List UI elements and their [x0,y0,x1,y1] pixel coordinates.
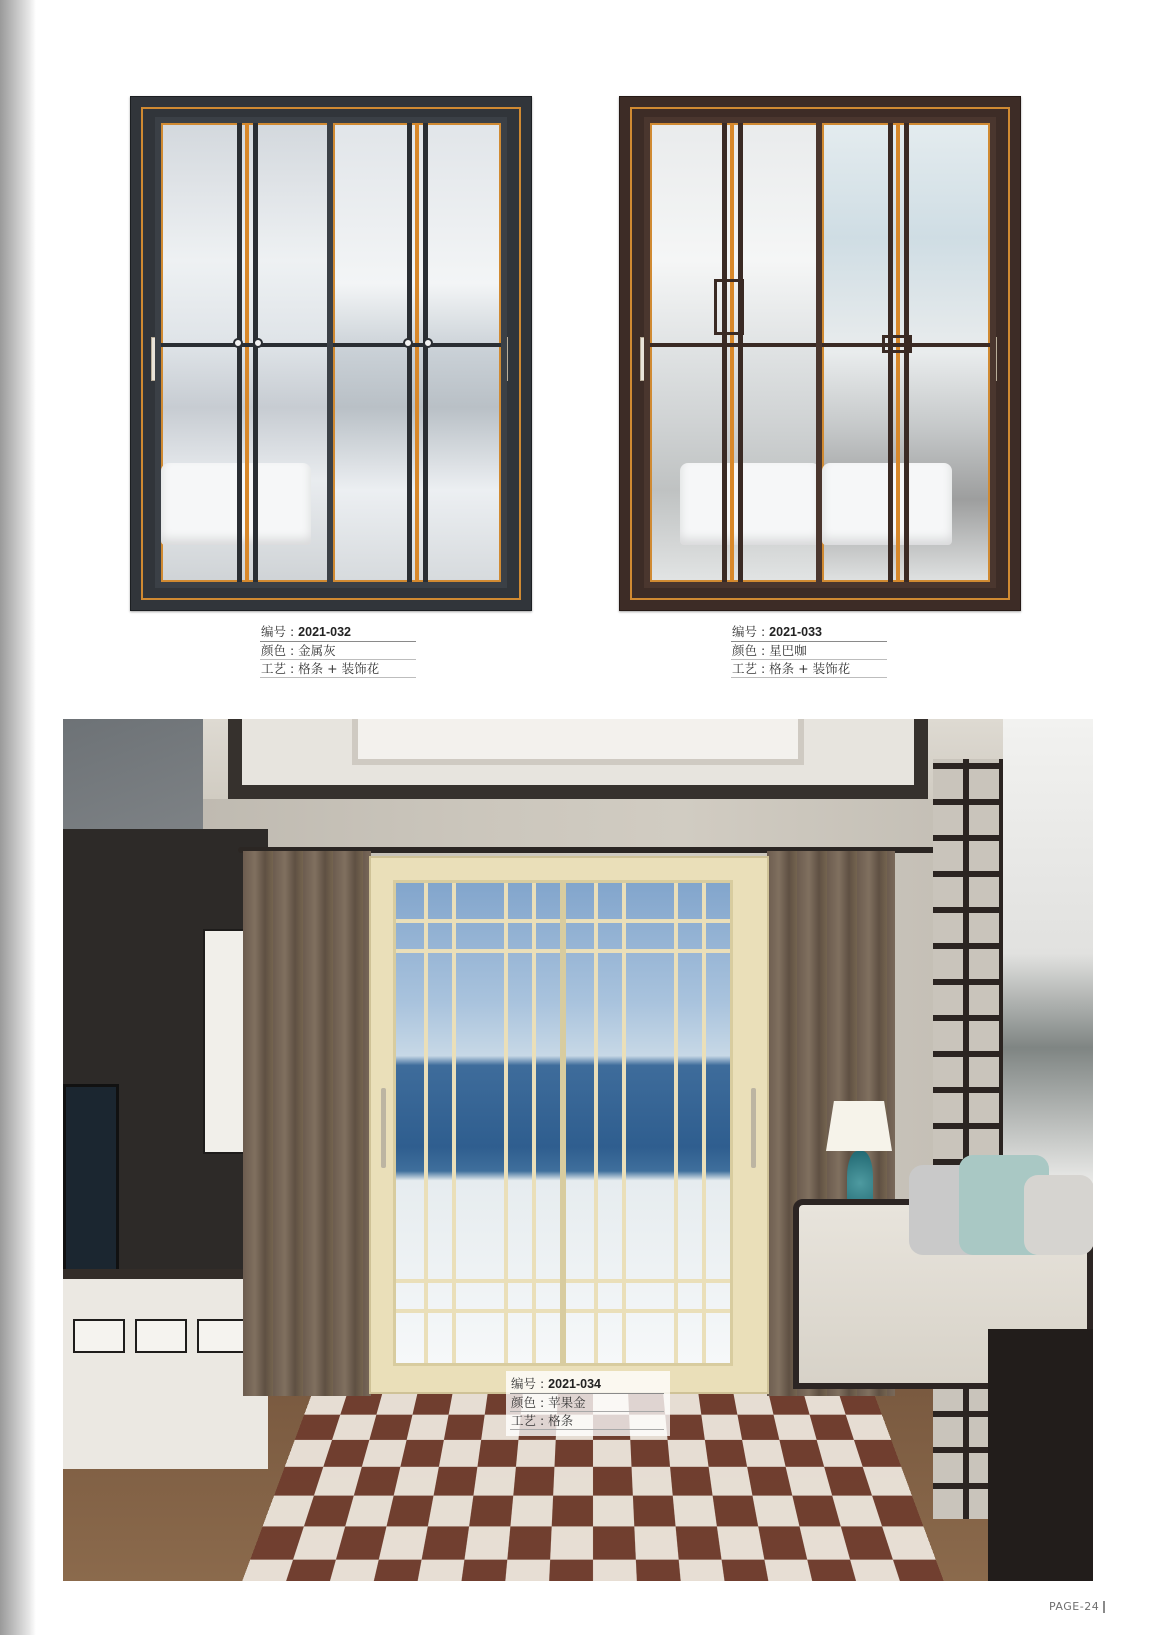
grille-bar [396,949,560,953]
spec-code-value: 2021-033 [769,625,822,639]
sofa-reflection [161,463,311,546]
grille-bar [566,1279,730,1283]
spec-color-label: 颜色 : [511,1395,549,1410]
door-handle [751,1088,756,1168]
grille-bar-orange [415,123,419,582]
curtain-left [243,851,371,1396]
spec-craft-row [731,660,887,678]
spec-code-row [731,623,887,642]
grille-bar [423,123,428,582]
grille-bar [594,883,598,1363]
grille-bar-orange [730,123,734,582]
spec-color-label: 颜色 : [732,643,770,658]
spec-color-label: 颜色 : [261,643,299,658]
spec-code-label: 编号 : [511,1376,549,1391]
glass-pane-right [563,880,733,1366]
spec-color-row [260,642,416,660]
spec-craft-value: 格条 [548,1413,574,1428]
spec-color-value: 苹果金 [548,1395,586,1410]
grille-bar [504,883,508,1363]
page-number-divider [1103,1601,1105,1613]
tv-console [63,1269,268,1469]
drawer [197,1319,249,1353]
glass-pane-right [327,117,507,588]
spec-craft-label: 工艺 : [511,1413,549,1428]
product-spec-2021-034 [506,1371,670,1436]
glass-pane-left [644,117,826,588]
grille-bar [237,123,242,582]
grille-bar [738,123,743,582]
sofa-reflection [680,463,820,546]
television [63,1084,119,1280]
decorative-ornament [714,279,744,335]
grille-bar [532,883,536,1363]
spec-color-value: 金属灰 [298,643,336,658]
sofa-reflection [822,463,952,546]
grille-bar-orange [245,123,249,582]
product-spec-2021-033 [731,623,887,678]
glass-pane-left [393,880,563,1366]
grille-bar [566,919,730,923]
spec-code-row [510,1375,664,1394]
decorative-ornament [882,335,912,353]
product-spec-2021-032 [260,623,416,678]
spec-craft-row [260,660,416,678]
spec-code-label: 编号 : [261,624,299,639]
ceiling-recess [352,719,804,765]
glass-pane-left [155,117,337,588]
grille-bar [407,123,412,582]
spec-code-value: 2021-034 [548,1377,601,1391]
grille-bar [452,883,456,1363]
spec-craft-value: 格条 + 装饰花 [769,661,851,676]
spec-craft-value: 格条 + 装饰花 [298,661,380,676]
room-scene-photo [63,719,1093,1581]
spec-color-row [731,642,887,660]
grille-bar [333,343,501,347]
spec-color-value: 星巴咖 [769,643,807,658]
drawer [135,1319,187,1353]
grille-bar [424,883,428,1363]
grille-bar [566,1309,730,1313]
side-table [988,1329,1093,1581]
grille-bar [722,123,727,582]
page-binding-shadow [0,0,36,1635]
ceiling-trim [228,719,928,799]
grille-bar [622,883,626,1363]
spec-craft-row [510,1412,664,1430]
spec-color-row [510,1394,664,1412]
grille-bar [253,123,258,582]
grille-bar [396,1279,560,1283]
grille-bar [161,343,331,347]
spec-craft-label: 工艺 : [732,661,770,676]
grille-bar [566,949,730,953]
door-handle [381,1088,386,1168]
grille-bar [396,919,560,923]
landscape-painting [1003,719,1093,1189]
door-image-2021-032 [130,96,532,611]
drawer [73,1319,125,1353]
grille-bar [650,343,820,347]
spec-code-label: 编号 : [732,624,770,639]
glass-pane-right [816,117,996,588]
grille-bar [396,1309,560,1313]
page-number-text: PAGE-24 [1049,1600,1100,1613]
grille-bar [702,883,706,1363]
page-number [1049,1600,1105,1613]
door-image-2021-033 [619,96,1021,611]
door-image-2021-034 [369,856,769,1394]
lamp-shade [826,1101,892,1151]
spec-code-value: 2021-032 [298,625,351,639]
grille-bar [674,883,678,1363]
spec-code-row [260,623,416,642]
pillow [1024,1175,1093,1255]
spec-craft-label: 工艺 : [261,661,299,676]
